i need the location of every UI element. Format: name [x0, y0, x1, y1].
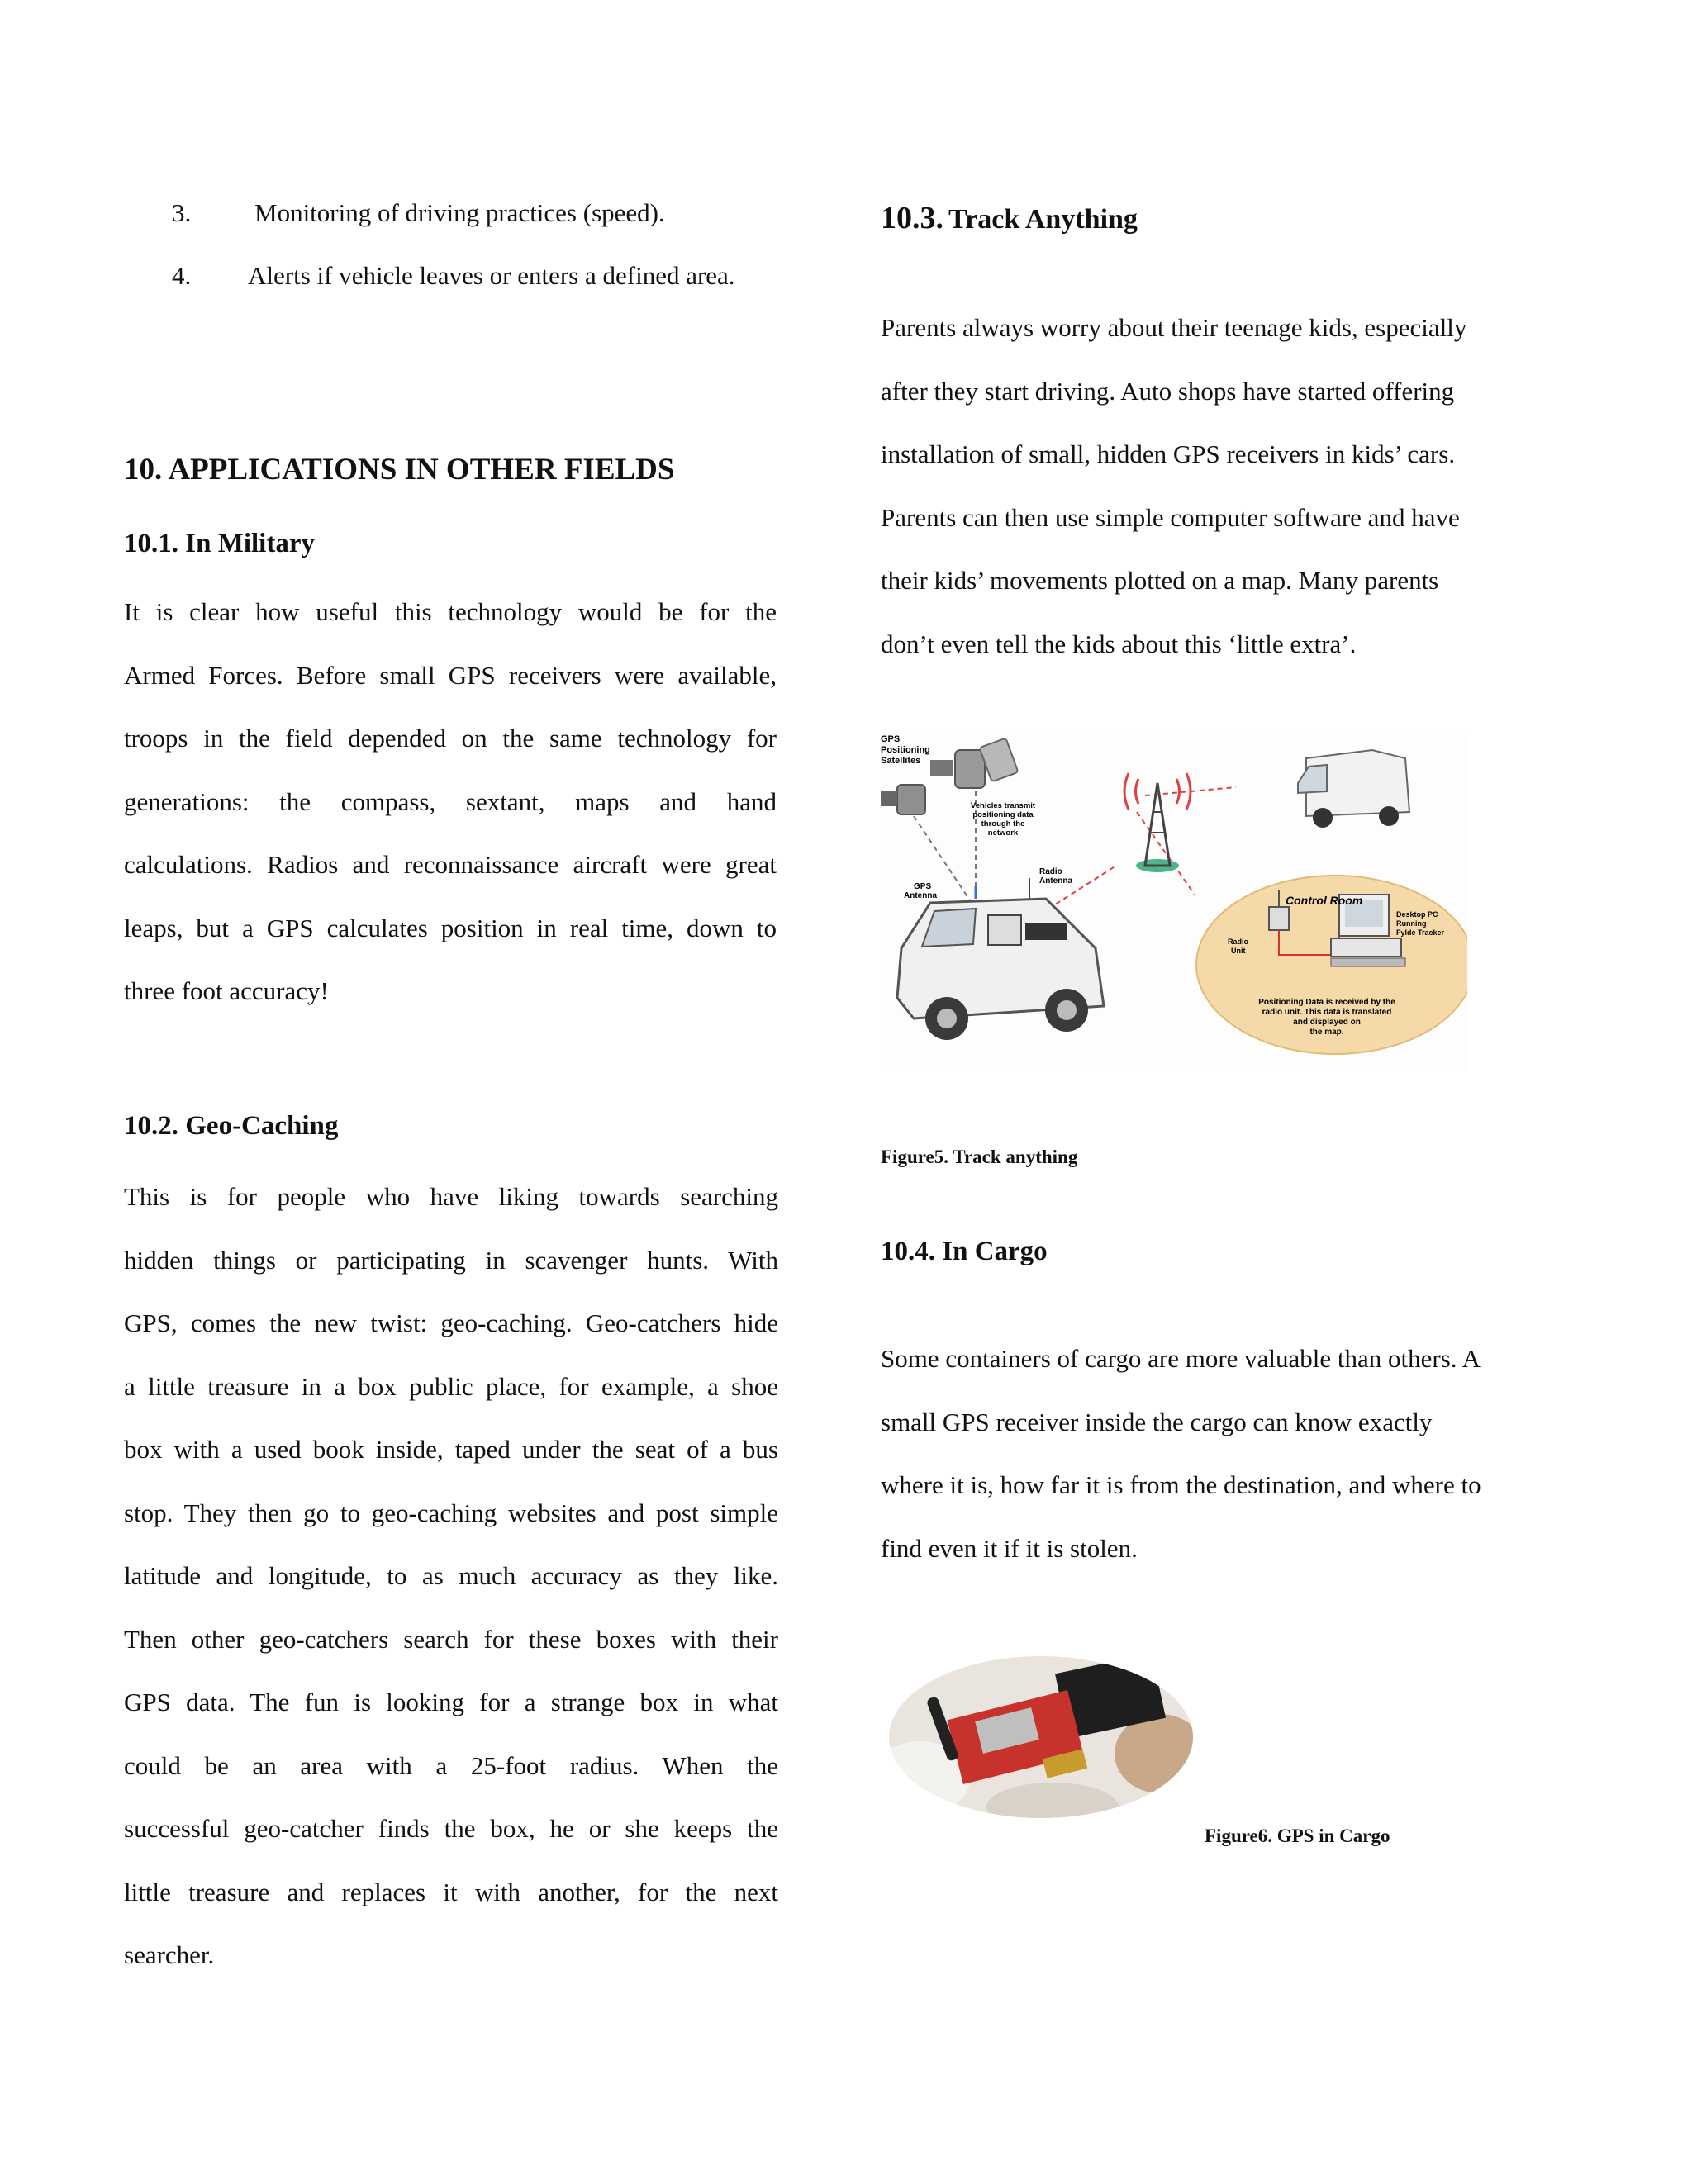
- text-line: Armed Forces. Before small GPS receivers were available,: [124, 660, 777, 690]
- track-paragraph: [881, 297, 1624, 676]
- subsection-heading-geocaching: 10.2. Geo-Caching: [124, 1111, 339, 1141]
- figure6-caption: Figure6. GPS in Cargo: [1205, 1826, 1390, 1846]
- heading-text: Track Anything: [948, 204, 1138, 235]
- list-text: Monitoring of driving practices (speed).: [254, 198, 665, 227]
- figure-gps-in-cargo: [887, 1655, 1195, 1820]
- text-line: Then other geo-catchers search for these boxes with their: [124, 1624, 778, 1654]
- text-line: little treasure and replaces it with another, for the next: [124, 1877, 778, 1906]
- text-line: latitude and longitude, to as much accuracy as they like.: [124, 1561, 778, 1590]
- label-gps-antenna: Antenna: [904, 891, 937, 900]
- text-line: where it is, how far it is from the destination, and where to: [881, 1470, 1481, 1499]
- text-line: box with a used book inside, taped under the seat of a bus: [124, 1435, 778, 1464]
- label-positioning-data: radio unit. This data is translated: [1262, 1008, 1392, 1017]
- text-line: small GPS receiver inside the cargo can know exactly: [881, 1407, 1433, 1436]
- label-vehicles-transmit: network: [987, 828, 1019, 838]
- geocaching-paragraph: [124, 1166, 778, 1987]
- label-vehicles-transmit: Vehicles transmit: [970, 801, 1036, 810]
- text-line: installation of small, hidden GPS receivers in kids’ cars.: [881, 439, 1456, 468]
- subsection-heading-cargo: 10.4. In Cargo: [881, 1237, 1048, 1266]
- text-line: leaps, but a GPS calculates position in real time, down to: [124, 913, 777, 942]
- text-line: GPS, comes the new twist: geo-caching. Geo-catchers hide: [124, 1308, 778, 1337]
- text-line: stop. They then go to geo-caching websites and post simple: [124, 1498, 778, 1527]
- text-line: Some containers of cargo are more valuable than others. A: [881, 1344, 1480, 1373]
- heading-number: 10.3.: [881, 201, 943, 235]
- subsection-heading-military: 10.1. In Military: [124, 529, 315, 558]
- text-line: successful geo-catcher finds the box, he or she keeps the: [124, 1814, 778, 1843]
- label-vehicles-transmit: through the: [981, 819, 1025, 828]
- text-line: Parents always worry about their teenage kids, especially: [881, 313, 1467, 342]
- text-line: GPS data. The fun is looking for a strange box in what: [124, 1688, 778, 1716]
- label-desktop: Fylde Tracker: [1396, 928, 1445, 937]
- cargo-paragraph: [881, 1327, 1657, 1580]
- section-heading: 10. APPLICATIONS IN OTHER FIELDS: [124, 453, 675, 487]
- text-line: three foot accuracy!: [124, 976, 329, 1005]
- text-line: don’t even tell the kids about this ‘little extra’.: [881, 629, 1357, 658]
- text-line: It is clear how useful this technology would be for the: [124, 597, 777, 626]
- label-desktop: Running: [1396, 919, 1427, 928]
- list-text: Alerts if vehicle leaves or enters a defined area.: [248, 261, 735, 290]
- figure5-caption: Figure5. Track anything: [881, 1147, 1078, 1167]
- text-line: a little treasure in a box public place, for example, a shoe: [124, 1371, 778, 1401]
- label-gps-antenna: GPS: [914, 882, 932, 891]
- text-line: hidden things or participating in scavenger hunts. With: [124, 1245, 778, 1275]
- label-satellites: Satellites: [881, 756, 921, 766]
- subsection-heading-track: [881, 200, 1138, 236]
- list-number: 4.: [172, 261, 192, 290]
- label-satellites: GPS: [881, 734, 901, 744]
- label-vehicles-transmit: positioning data: [972, 810, 1034, 819]
- list-item: [172, 261, 800, 294]
- text-line: searcher.: [124, 1940, 215, 1969]
- list-item: [172, 198, 800, 231]
- list-number: 3.: [172, 198, 192, 227]
- text-line: This is for people who have liking towards searching: [124, 1182, 778, 1211]
- label-positioning-data: the map.: [1309, 1028, 1344, 1037]
- military-paragraph: [124, 581, 777, 1023]
- text-line: could be an area with a 25-foot radius. When the: [124, 1750, 778, 1780]
- text-line: their kids’ movements plotted on a map. Many parents: [881, 566, 1439, 595]
- label-radio-unit: Radio: [1228, 938, 1249, 946]
- text-line: after they start driving. Auto shops have started offering: [881, 376, 1455, 406]
- text-line: calculations. Radios and reconnaissance aircraft were great: [124, 850, 777, 879]
- text-line: find even it if it is stolen.: [881, 1533, 1138, 1563]
- text-line: generations: the compass, sextant, maps and hand: [124, 786, 777, 816]
- label-desktop: Desktop PC: [1396, 910, 1438, 919]
- label-control-room: Control Room: [1286, 894, 1363, 907]
- label-positioning-data: and displayed on: [1293, 1018, 1361, 1027]
- label-radio-unit: Unit: [1231, 947, 1246, 955]
- text-line: Parents can then use simple computer software and have: [881, 502, 1460, 532]
- label-positioning-data: Positioning Data is received by the: [1258, 998, 1395, 1007]
- label-radio-antenna: Radio: [1039, 867, 1062, 876]
- text-line: troops in the field depended on the same technology for: [124, 724, 777, 753]
- label-satellites: Positioning: [881, 745, 930, 755]
- figure-track-anything: [881, 734, 1467, 1072]
- label-radio-antenna: Antenna: [1039, 876, 1072, 885]
